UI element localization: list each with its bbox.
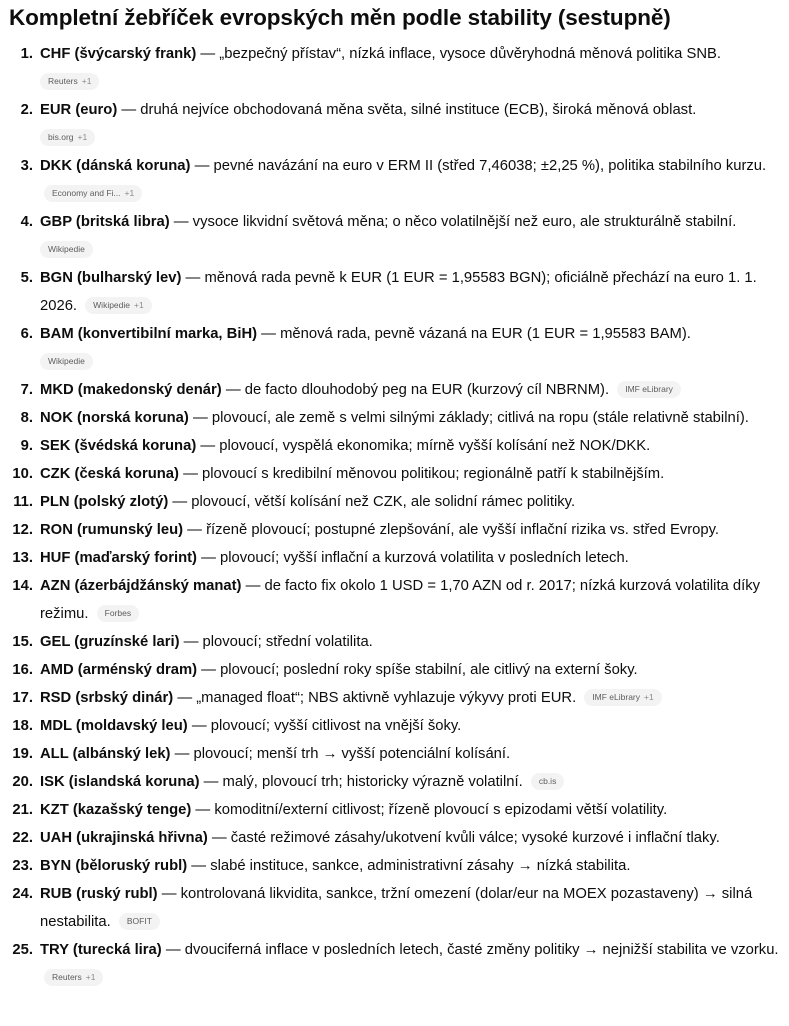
source-citation-chip[interactable]: [40, 129, 95, 146]
item-number: 8.: [20, 410, 33, 426]
list-item: [9, 628, 783, 656]
item-number: 13.: [12, 550, 33, 566]
item-number: 11.: [13, 494, 33, 510]
source-citation-chip[interactable]: [531, 773, 564, 790]
currency-description: — kontrolovaná likvidita, sankce, tržní omezení (dolar/eur na MOEX pozastaveny) → silná nestabilita.: [40, 886, 753, 930]
currency-code: ISK (islandská koruna): [40, 774, 200, 790]
list-item: [9, 544, 783, 572]
currency-description: — časté režimové zásahy/ukotvení kvůli válce; vysoké kurzové i inflační tlaky.: [207, 830, 720, 846]
item-number: 12.: [12, 522, 33, 538]
item-number: 3.: [20, 158, 33, 174]
currency-code: BGN (bulharský lev): [40, 270, 182, 286]
currency-code: UAH (ukrajinská hřivna): [40, 830, 208, 846]
source-line: [40, 68, 783, 96]
list-item: [9, 852, 783, 880]
currency-description: — de facto dlouhodobý peg na EUR (kurzový cíl NBRNM).: [221, 382, 610, 398]
item-number: 6.: [20, 326, 33, 342]
list-item: [9, 880, 783, 936]
source-citation-chip[interactable]: [85, 297, 152, 314]
item-number: 10.: [12, 466, 33, 482]
source-name: Forbes: [104, 608, 132, 618]
list-item: [9, 432, 783, 460]
item-number: 20.: [12, 774, 33, 790]
list-item: [9, 96, 783, 152]
list-item: [9, 40, 783, 96]
currency-code: MKD (makedonský denár): [40, 382, 222, 398]
currency-code: TRY (turecká lira): [40, 942, 162, 958]
source-more-count: +1: [124, 188, 135, 198]
source-more-count: +1: [77, 132, 88, 142]
item-number: 22.: [12, 830, 33, 846]
currency-code: ALL (albánský lek): [40, 746, 171, 762]
currency-code: RUB (ruský rubl): [40, 886, 158, 902]
currency-description: — plovoucí, větší kolísání než CZK, ale solidní rámec politiky.: [168, 494, 576, 510]
currency-code: SEK (švédská koruna): [40, 438, 197, 454]
source-more-count: +1: [81, 76, 92, 86]
source-more-count: +1: [85, 972, 96, 982]
list-item: [9, 516, 783, 544]
item-number: 9.: [20, 438, 33, 454]
item-number: 7.: [20, 382, 33, 398]
list-item: [9, 712, 783, 740]
source-name: IMF eLibrary: [625, 384, 673, 394]
currency-description: — plovoucí; menší trh → vyšší potenciální kolísání.: [170, 746, 511, 762]
list-item: [9, 656, 783, 684]
source-name: cb.is: [538, 776, 557, 786]
currency-code: BAM (konvertibilní marka, BiH): [40, 326, 258, 342]
currency-code: MDL (moldavský leu): [40, 718, 188, 734]
source-citation-chip[interactable]: [617, 381, 681, 398]
currency-description: — plovoucí, ale země s velmi silnými základy; citlivá na ropu (stále relativně stabilní).: [188, 410, 749, 426]
source-name: Reuters: [52, 972, 82, 982]
currency-description: — měnová rada, pevně vázaná na EUR (1 EUR = 1,95583 BAM).: [257, 326, 691, 342]
item-number: 14.: [12, 578, 33, 594]
item-number: 5.: [20, 270, 33, 286]
currency-code: CHF (švýcarský frank): [40, 46, 197, 62]
item-number: 15.: [12, 634, 33, 650]
source-name: Wikipedie: [93, 300, 131, 310]
source-more-count: +1: [644, 692, 654, 702]
source-line: [40, 124, 783, 152]
currency-description: — měnová rada pevně k EUR (1 EUR = 1,95583 BGN); oficiálně přechází na euro 1. 1. 2026.: [40, 270, 757, 314]
item-number: 21.: [12, 802, 33, 818]
currency-description: — plovoucí; vyšší inflační a kurzová volatilita v posledních letech.: [197, 550, 629, 566]
list-item: [9, 404, 783, 432]
currency-description: — plovoucí; poslední roky spíše stabilní, ale citlivý na externí šoky.: [197, 662, 638, 678]
source-citation-chip[interactable]: [584, 689, 661, 706]
source-citation-chip[interactable]: [40, 241, 93, 258]
currency-description: — dvouciferná inflace v posledních letech, časté změny politiky → nejnižší stabilita ve vzorku.: [161, 942, 779, 958]
source-line: [40, 236, 783, 264]
currency-ranking-list: [9, 40, 783, 992]
list-item: [9, 684, 783, 712]
currency-description: — plovoucí; střední volatilita.: [179, 634, 373, 650]
source-name: Wikipedie: [48, 244, 85, 254]
page-title: Kompletní žebříček evropských měn podle stability (sestupně): [9, 5, 671, 30]
item-number: 1.: [20, 46, 33, 62]
list-item: [9, 796, 783, 824]
currency-description: — plovoucí; vyšší citlivost na vnější šoky.: [187, 718, 462, 734]
source-citation-chip[interactable]: [97, 605, 139, 622]
source-name: Economy and Fi...: [52, 188, 121, 198]
source-citation-chip[interactable]: [40, 353, 93, 370]
source-citation-chip[interactable]: [40, 73, 99, 90]
currency-description: — komoditní/externí citlivost; řízeně plovoucí s epizodami větší volatility.: [191, 802, 668, 818]
source-citation-chip[interactable]: [44, 969, 103, 986]
currency-description: — pevné navázání na euro v ERM II (střed 7,46038; ±2,25 %), politika stabilního kurzu.: [190, 158, 767, 174]
currency-code: GEL (gruzínské lari): [40, 634, 180, 650]
currency-code: EUR (euro): [40, 102, 118, 118]
list-item: [9, 572, 783, 628]
item-number: 18.: [12, 718, 33, 734]
list-item: [9, 768, 783, 796]
source-citation-chip[interactable]: [44, 185, 142, 202]
currency-description: — „bezpečný přístav“, nízká inflace, vysoce důvěryhodná měnová politika SNB.: [196, 46, 721, 62]
currency-description: — vysoce likvidní světová měna; o něco volatilnější než euro, ale strukturálně stabilní.: [169, 214, 737, 230]
currency-description: — řízeně plovoucí; postupné zlepšování, ale vyšší inflační rizika vs. střed Evropy.: [183, 522, 720, 538]
list-item: [9, 264, 783, 320]
source-name: Reuters: [48, 76, 78, 86]
currency-description: — druhá nejvíce obchodovaná měna světa, silné instituce (ECB), široká měnová oblast.: [117, 102, 697, 118]
list-item: [9, 460, 783, 488]
currency-description: — plovoucí, vyspělá ekonomika; mírně vyšší kolísání než NOK/DKK.: [196, 438, 651, 454]
list-item: [9, 208, 783, 264]
source-name: Wikipedie: [48, 356, 85, 366]
currency-code: RSD (srbský dinár): [40, 690, 174, 706]
list-item: [9, 936, 783, 992]
item-number: 23.: [12, 858, 33, 874]
source-line: [40, 348, 783, 376]
item-number: 19.: [12, 746, 33, 762]
currency-code: AZN (ázerbájdžánský manat): [40, 578, 242, 594]
currency-code: BYN (běloruský rubl): [40, 858, 188, 874]
item-number: 24.: [12, 886, 33, 902]
source-name: BOFIT: [126, 916, 152, 926]
currency-description: — plovoucí s kredibilní měnovou politikou; regionálně patří k stabilnějším.: [178, 466, 665, 482]
list-item: [9, 320, 783, 376]
currency-description: — de facto fix okolo 1 USD = 1,70 AZN od r. 2017; nízká kurzová volatilita díky režimu.: [40, 578, 761, 622]
currency-code: KZT (kazašský tenge): [40, 802, 192, 818]
item-number: 16.: [12, 662, 33, 678]
item-number: 17.: [12, 690, 33, 706]
source-more-count: +1: [134, 300, 144, 310]
currency-code: AMD (arménský dram): [40, 662, 198, 678]
list-item: [9, 488, 783, 516]
currency-description: — slabé instituce, sankce, administrativní zásahy → nízká stabilita.: [187, 858, 631, 874]
list-item: [9, 376, 783, 404]
source-citation-chip[interactable]: [119, 913, 160, 930]
currency-code: PLN (polský zlotý): [40, 494, 169, 510]
currency-code: GBP (britská libra): [40, 214, 170, 230]
currency-description: — malý, plovoucí trh; historicky výrazně volatilní.: [199, 774, 523, 790]
currency-code: HUF (maďarský forint): [40, 550, 197, 566]
item-number: 4.: [20, 214, 33, 230]
item-number: 25.: [12, 942, 33, 958]
currency-description: — „managed float“; NBS aktivně vyhlazuje výkyvy proti EUR.: [173, 690, 577, 706]
list-item: [9, 824, 783, 852]
list-item: [9, 740, 783, 768]
currency-code: NOK (norská koruna): [40, 410, 189, 426]
currency-code: RON (rumunský leu): [40, 522, 184, 538]
list-item: [9, 152, 783, 208]
source-name: IMF eLibrary: [592, 692, 641, 702]
item-number: 2.: [20, 102, 33, 118]
currency-code: CZK (česká koruna): [40, 466, 179, 482]
source-name: bis.org: [48, 132, 74, 142]
currency-code: DKK (dánská koruna): [40, 158, 191, 174]
